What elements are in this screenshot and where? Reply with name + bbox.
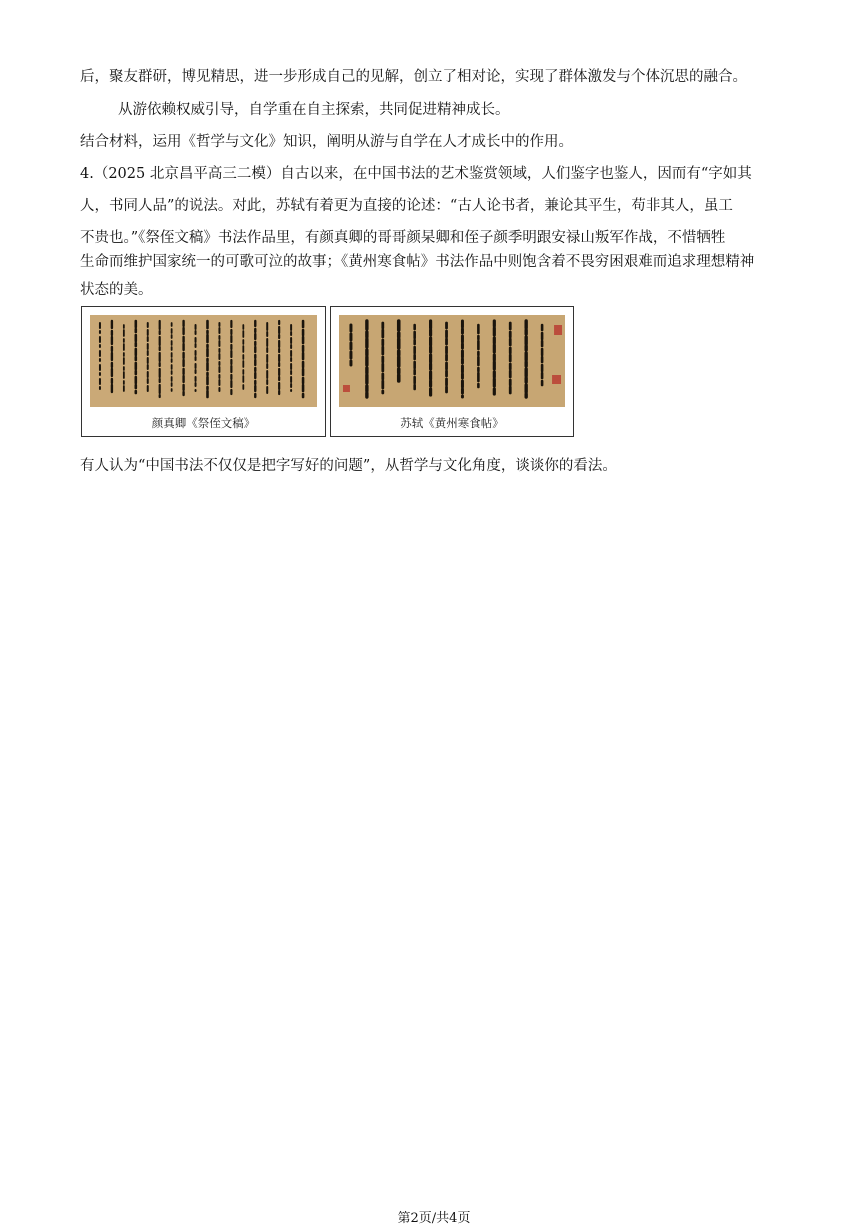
question-4-line-1: 4.（2025 北京昌平高三二模）自古以来，在中国书法的艺术鉴赏领域，人们鉴字也鉴人，因而有“字如其 [80,166,752,182]
question-4-line-5: 状态的美。 [80,282,153,298]
figure-hanshi-tie [330,306,574,437]
figure-caption-jizhi: 颜真卿《祭侄文稿》 [151,416,256,430]
figure-jizhi-wengao [81,306,326,437]
question-4-line-4: 生命而维护国家统一的可歌可泣的故事；《黄州寒食帖》书法作品中则饱含着不畏穷困艰难而追求理想精神 [80,254,755,270]
calligraphy-image-hanshi [339,315,565,407]
question-prompt: 有人认为“中国书法不仅仅是把字写好的问题”，从哲学与文化角度，谈谈你的看法。 [80,458,617,474]
paragraph-line-1: 后，聚友群研，博见精思，进一步形成自己的见解，创立了相对论，实现了群体激发与个体沉思的融合。 [80,69,747,85]
page-number: 第2页/共4页 [397,1211,471,1226]
figure-caption-hanshi: 苏轼《黄州寒食帖》 [400,416,504,430]
question-4-line-3: 不贵也。”《祭侄文稿》书法作品里，有颜真卿的哥哥颜杲卿和侄子颜季明跟安禄山叛军作战，不惜牺牲 [80,230,726,246]
question-4-line-2: 人，书同人品”的说法。对此，苏轼有着更为直接的论述：“古人论书者，兼论其平生，苟非其人，虽工 [80,198,733,214]
paragraph-line-2: 从游依赖权威引导，自学重在自主探索，共同促进精神成长。 [118,102,510,118]
paragraph-line-3: 结合材料，运用《哲学与文化》知识，阐明从游与自学在人才成长中的作用。 [80,134,573,150]
calligraphy-image-jizhi [90,315,317,407]
